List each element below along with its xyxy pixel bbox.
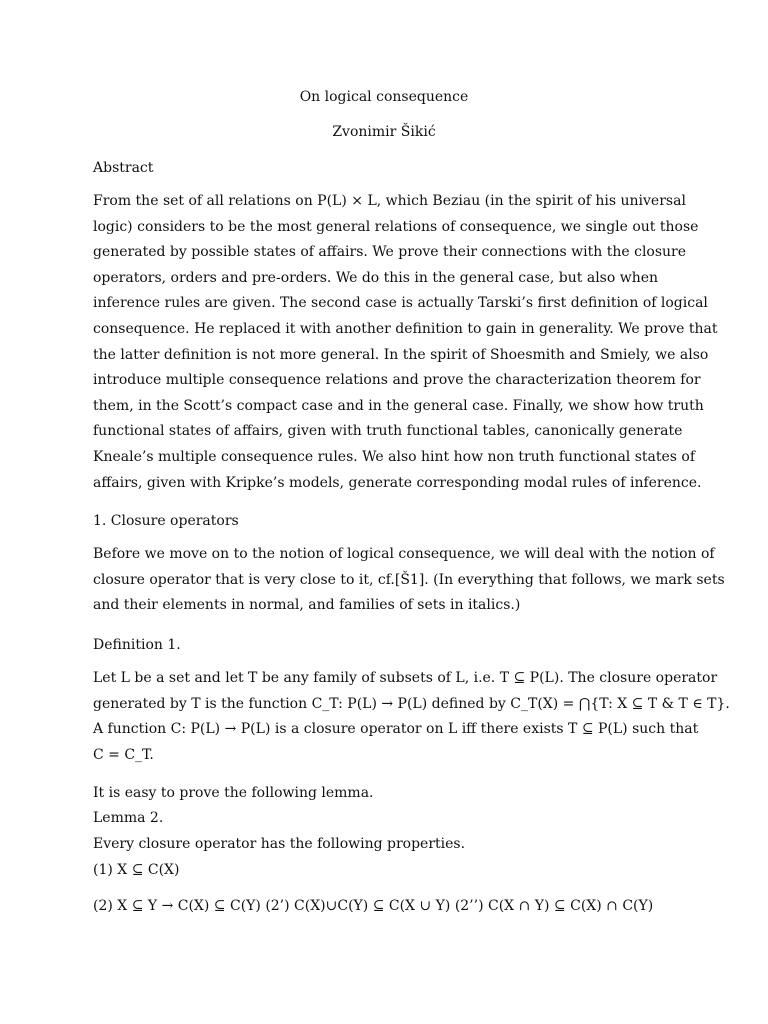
abstract-line: the latter definition is not more general. In the spirit of Shoesmith and Smiely, we also: [93, 346, 709, 363]
section-line: and their elements in normal, and families of sets in italics.): [93, 597, 521, 614]
abstract-heading: Abstract: [93, 160, 154, 176]
definition-paragraph: [93, 666, 730, 768]
definition-line: A function C: P(L) → P(L) is a closure operator on L iff there exists T ⊆ P(L) such that: [93, 721, 699, 738]
abstract-line: inference rules are given. The second case is actually Tarski’s first definition of logical: [93, 295, 708, 312]
lemma-heading: Lemma 2.: [93, 810, 164, 826]
abstract-line: Kneale’s multiple consequence rules. We also hint how non truth functional states of: [93, 448, 696, 465]
abstract-paragraph: [93, 189, 718, 496]
section-paragraph: [93, 542, 725, 619]
lemma-statement: Every closure operator has the following properties.: [93, 836, 466, 852]
abstract-line: introduce multiple consequence relations and prove the characterization theorem for: [93, 372, 701, 389]
abstract-line: operators, orders and pre-orders. We do this in the general case, but also when: [93, 269, 659, 286]
abstract-line: consequence. He replaced it with another definition to gain in generality. We prove that: [93, 320, 718, 337]
abstract-line: logic) considers to be the most general relations of consequence, we single out those: [93, 218, 699, 235]
paper-author: Zvonimir Šikić: [332, 124, 436, 140]
abstract-line: generated by possible states of affairs. We prove their connections with the closure: [93, 244, 687, 261]
paper-title: On logical consequence: [299, 89, 469, 105]
definition-line: C = C_T.: [93, 746, 154, 763]
abstract-line: affairs, given with Kripke’s models, generate corresponding modal rules of inference.: [93, 474, 702, 491]
property-2: (2) X ⊆ Y → C(X) ⊆ C(Y) (2’) C(X)∪C(Y) ⊆ C(X ∪ Y) (2’’) C(X ∩ Y) ⊆ C(X) ∩ C(Y): [93, 898, 654, 914]
abstract-line: them, in the Scott’s compact case and in the general case. Finally, we show how truth: [93, 397, 704, 414]
property-1: (1) X ⊆ C(X): [93, 862, 180, 878]
lemma-intro: It is easy to prove the following lemma.: [93, 785, 374, 801]
section-line: Before we move on to the notion of logical consequence, we will deal with the notion of: [93, 546, 715, 562]
definition-line: generated by T is the function C_T: P(L) → P(L) defined by C_T(X) = ⋂{T: X ⊆ T & T ∈ T}.: [93, 695, 730, 712]
definition-line: Let L be a set and let T be any family of subsets of L, i.e. T ⊆ P(L). The closure operator: [93, 670, 718, 686]
definition-heading: Definition 1.: [93, 637, 181, 653]
abstract-line: From the set of all relations on P(L) × L, which Beziau (in the spirit of his universal: [93, 193, 686, 209]
abstract-line: functional states of affairs, given with truth functional tables, canonically generate: [93, 423, 683, 440]
section-line: closure operator that is very close to it, cf.[Š1]. (In everything that follows, we mark sets: [93, 571, 725, 588]
section-heading: 1. Closure operators: [93, 513, 239, 529]
